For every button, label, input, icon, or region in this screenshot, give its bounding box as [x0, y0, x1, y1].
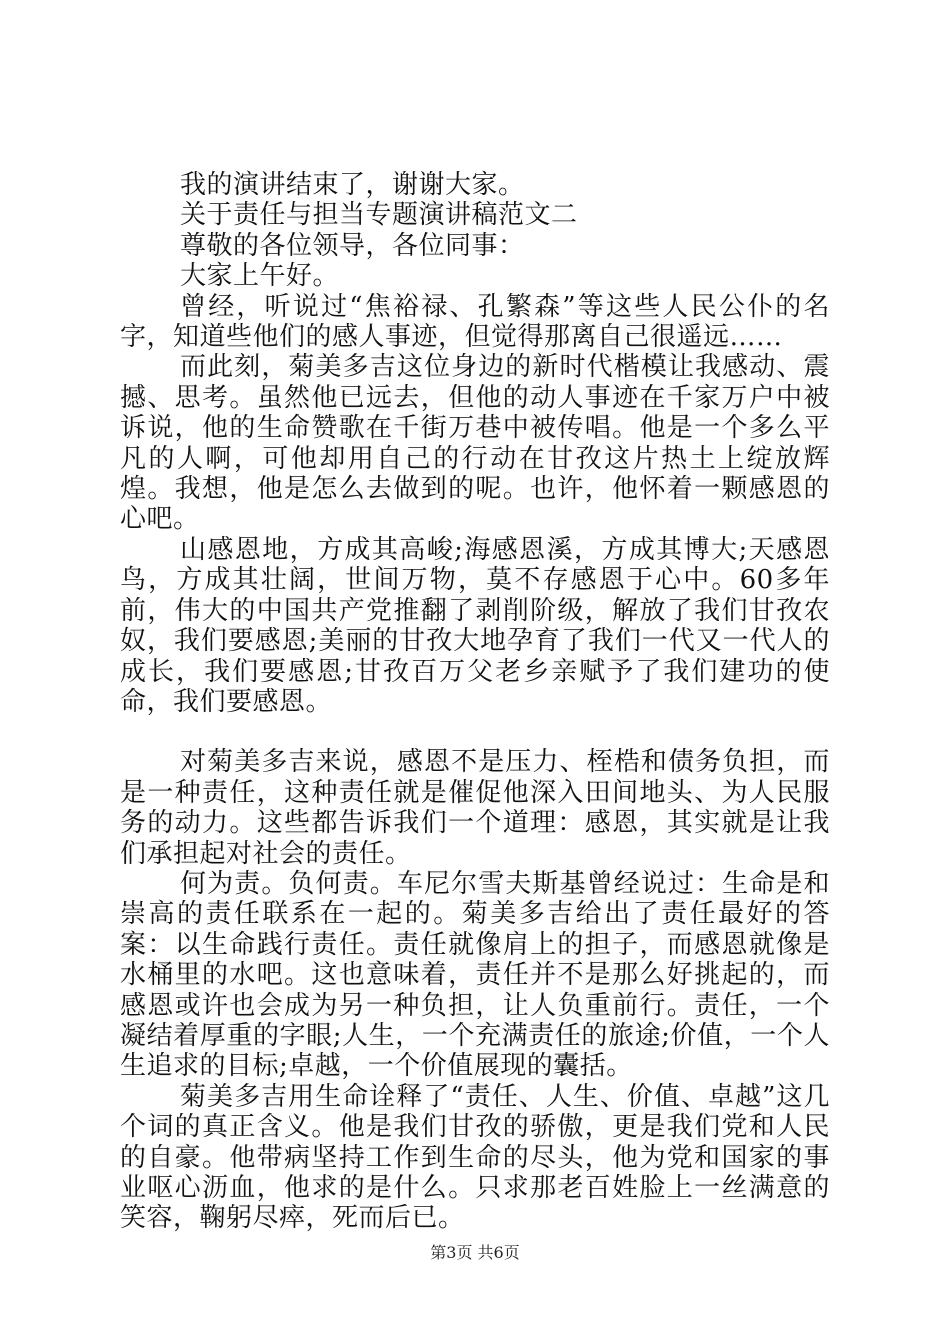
- paragraph-responsibility: 对菊美多吉来说，感恩不是压力、桎梏和债务负担，而是一种责任，这种责任就是催促他深入田间地头、为人民服务的动力。这些都告诉我们一个道理：感恩，其实就是让我们承担起对社会的责任。: [120, 747, 830, 869]
- speech-title: 关于责任与担当专题演讲稿范文二: [180, 200, 578, 231]
- greeting: 大家上午好。: [180, 261, 340, 292]
- paragraph-gap: [120, 717, 830, 747]
- document-body: [120, 170, 830, 1234]
- paragraph-once-heard: 曾经，听说过“焦裕禄、孔繁森”等这些人民公仆的名字，知道些他们的感人事迹，但觉得那离自己很遥远……: [120, 291, 830, 353]
- salutation: 尊敬的各位领导，各位同事：: [180, 230, 525, 261]
- paragraph-meaning: 菊美多吉用生命诠释了“责任、人生、价值、卓越”这几个词的真正含义。他是我们甘孜的骄傲，更是我们党和人民的自豪。他带病坚持工作到生命的尽头，他为党和国家的事业呕心沥血，他求的是什么。只求那老百姓脸上一丝满意的笑容，鞠躬尽瘁，死而后已。: [120, 1081, 830, 1234]
- paragraph-what-is-duty: 何为责。负何责。车尼尔雪夫斯基曾经说过：生命是和崇高的责任联系在一起的。菊美多吉给出了责任最好的答案：以生命践行责任。责任就像肩上的担子，而感恩就像是水桶里的水吧。这也意味着，责任并不是那么好挑起的，而感恩或许也会成为另一种负担，让人负重前行。责任，一个凝结着厚重的字眼;人生，一个充满责任的旅途;价值，一个人生追求的目标;卓越，一个价值展现的囊括。: [120, 868, 830, 1082]
- closing-line: 我的演讲结束了，谢谢大家。: [180, 170, 525, 200]
- paragraph-role-model: 而此刻，菊美多吉这位身边的新时代楷模让我感动、震撼、思考。虽然他已远去，但他的动人事迹在千家万户中被诉说，他的生命赞歌在千街万巷中被传唱。他是一个多么平凡的人啊，可他却用自己的行动在甘孜这片热土上绽放辉煌。我想，他是怎么去做到的呢。也许，他怀着一颗感恩的心吧。: [120, 352, 830, 535]
- page-number-footer: 第3页 共6页: [430, 1243, 520, 1262]
- paragraph-gratitude: 山感恩地，方成其高峻;海感恩溪，方成其博大;天感恩鸟，方成其壮阔，世间万物，莫不存感恩于心中。60多年前，伟大的中国共产党推翻了剥削阶级，解放了我们甘孜农奴，我们要感恩;美丽的甘孜大地孕育了我们一代又一代人的成长，我们要感恩;甘孜百万父老乡亲赋予了我们建功的使命，我们要感恩。: [120, 534, 830, 717]
